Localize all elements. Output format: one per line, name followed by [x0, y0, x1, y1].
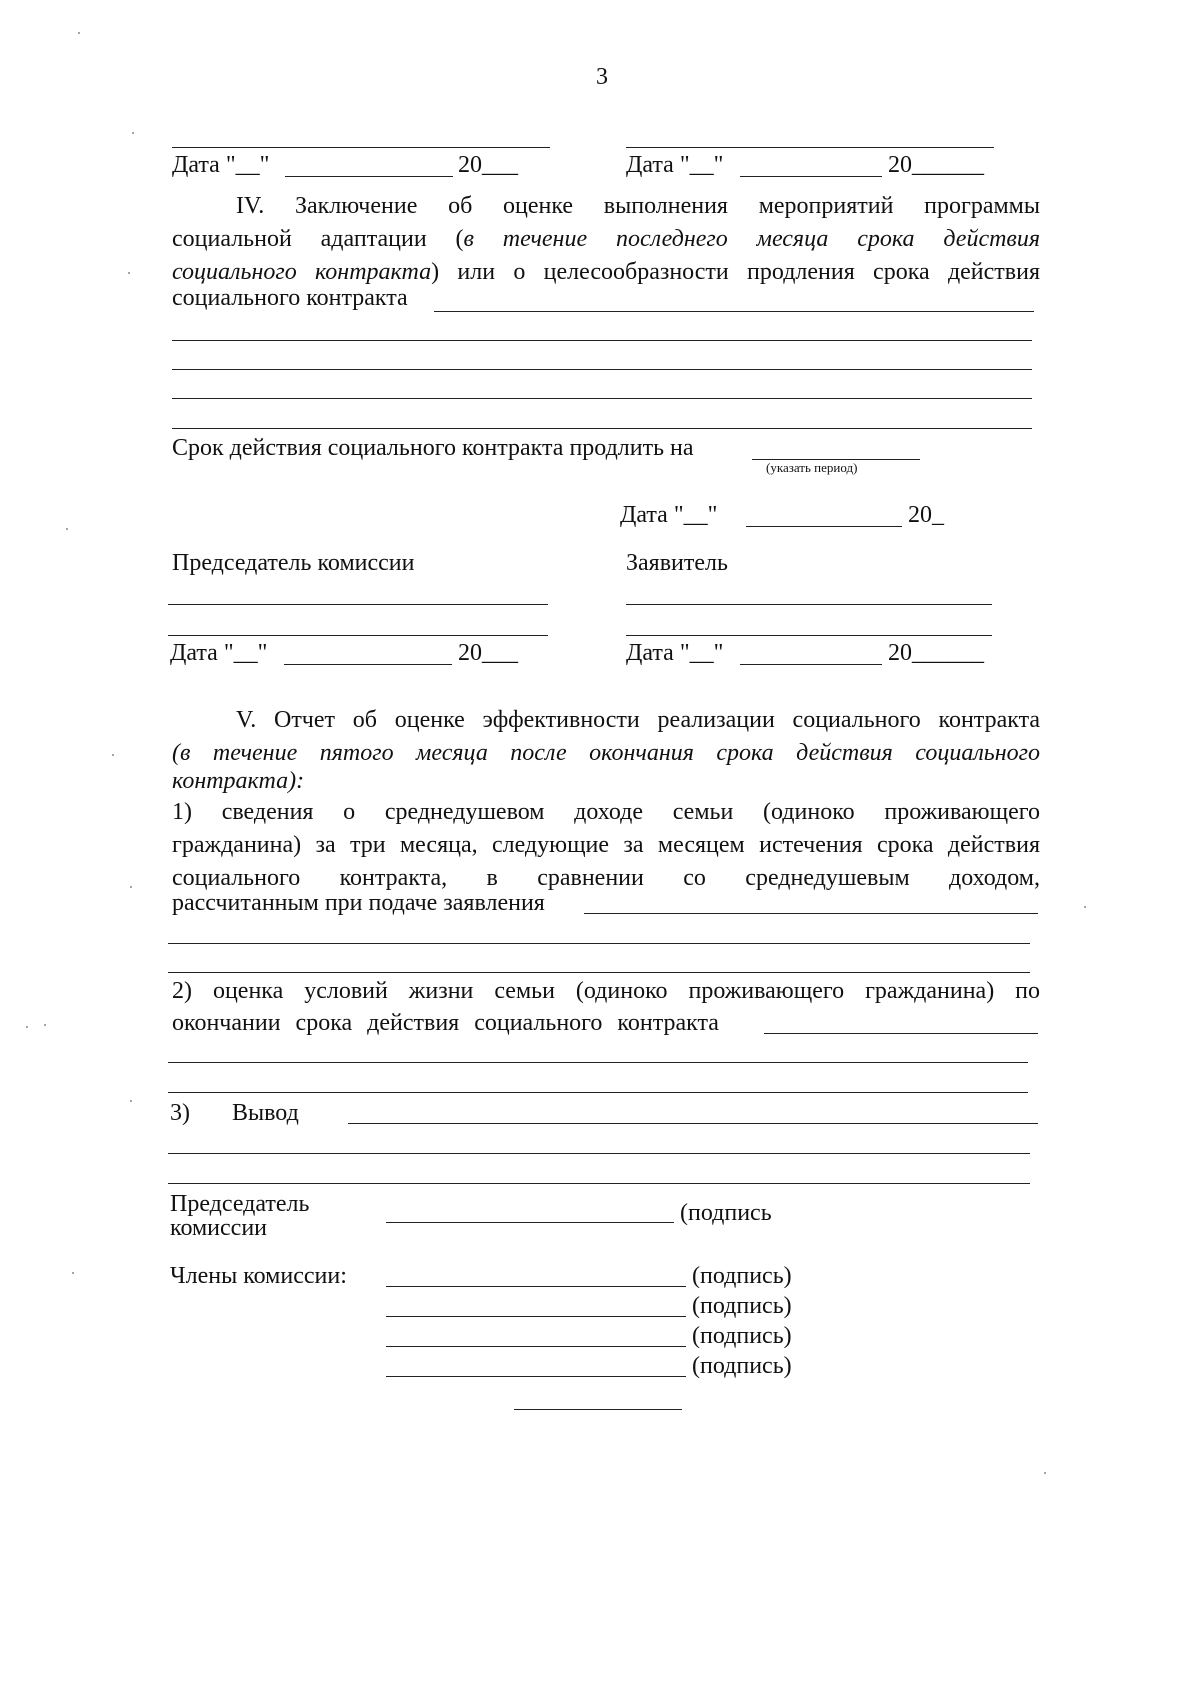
section-iv-line-3a: социального контракта [172, 259, 432, 285]
signature-line [168, 604, 548, 605]
signature-line [386, 1376, 686, 1377]
chairman-label: Председатель комиссии [172, 550, 415, 576]
date-label: Дата "__" [172, 152, 270, 178]
date-year: 20___ [458, 640, 518, 666]
item-2-line-1: 2) оценка условий жизни семьи (одиноко проживающего гражданина) по [172, 978, 1040, 1004]
scan-speck [66, 528, 68, 530]
applicant-label: Заявитель [626, 550, 728, 576]
section-v-subtitle: (в течение пятого месяца после окончания срока действия социального [172, 740, 1040, 766]
date-label: Дата "__" [620, 502, 718, 528]
section-v-subtitle-end [172, 766, 304, 796]
fill-line [172, 340, 1032, 341]
section-iv-line-2b: в течение последнего месяца срока действия [463, 226, 1041, 252]
scan-speck [26, 1026, 28, 1028]
sig-chairman-line-2: комиссии [170, 1215, 268, 1241]
scan-speck [132, 132, 134, 134]
scan-speck [112, 754, 114, 756]
fill-line [434, 311, 1034, 312]
fill-line [584, 913, 1038, 914]
fill-line [168, 943, 1030, 944]
date-label: Дата "__" [170, 640, 268, 666]
item-2-line-2: окончании срока действия социального контракта [172, 1010, 719, 1036]
scan-speck [130, 886, 132, 888]
member-signature: (подпись) [692, 1323, 792, 1349]
sig-chairman-signature: (подпись [680, 1200, 772, 1226]
section-iv-heading [172, 190, 1040, 289]
date-month-line [746, 526, 902, 527]
extend-period-hint: (указать период) [766, 460, 858, 475]
signature-line [386, 1346, 686, 1347]
fill-line [168, 1183, 1030, 1184]
fill-line [172, 428, 1032, 429]
signature-line [626, 635, 992, 636]
fill-line [172, 369, 1032, 370]
section-v-subtitle-2: контракта): [172, 768, 305, 794]
item-1-line-1: 1) сведения о среднедушевом доходе семьи (одиноко проживающего [172, 799, 1040, 825]
section-v-heading [172, 704, 1040, 770]
signature-line [386, 1222, 674, 1223]
item-1-line-2: гражданина) за три месяца, следующие за месяцем истечения срока действия [172, 832, 1040, 858]
signature-line-left-top [172, 147, 550, 148]
date-month-line [285, 176, 453, 177]
member-signature: (подпись) [692, 1263, 792, 1289]
date-month-line [284, 664, 452, 665]
item-1-line-3: социального контракта, в сравнении со среднедушевым доходом, [172, 865, 1040, 891]
extend-label: Срок действия социального контракта продлить на [172, 435, 694, 461]
signature-line [386, 1316, 686, 1317]
page-number: 3 [596, 64, 608, 90]
fill-line [172, 398, 1032, 399]
section-iv-line-3b: ) или о целесообразности продления срока действия [431, 259, 1041, 285]
end-separator [514, 1409, 682, 1410]
date-label: Дата "__" [626, 640, 724, 666]
fill-line [168, 972, 1030, 973]
section-v-title: V. Отчет об оценке эффективности реализации социального контракта [236, 707, 1040, 733]
scan-speck [128, 272, 130, 274]
section-v-item-1 [172, 796, 1040, 895]
sig-chairman-line-1: Председатель [170, 1191, 310, 1217]
fill-line [348, 1123, 1038, 1124]
scan-speck [130, 1100, 132, 1102]
scan-speck [1084, 906, 1086, 908]
date-month-line [740, 664, 882, 665]
scan-speck [72, 1272, 74, 1274]
section-iv-line-2 [172, 223, 1040, 256]
fill-line [168, 1153, 1030, 1154]
section-iv-line-2a: социальной адаптации ( [172, 226, 464, 252]
date-year: 20_ [908, 502, 944, 528]
item-3-number: 3) [170, 1100, 190, 1126]
member-signature: (подпись) [692, 1353, 792, 1379]
fill-line [764, 1033, 1038, 1034]
signature-line [386, 1286, 686, 1287]
signature-line-right-top [626, 147, 994, 148]
member-signature: (подпись) [692, 1293, 792, 1319]
section-iv-line-4: социального контракта [172, 285, 408, 311]
item-1-line-4: рассчитанным при подаче заявления [172, 890, 545, 916]
members-label: Члены комиссии: [170, 1263, 347, 1289]
signature-line [626, 604, 992, 605]
date-year: 20______ [888, 640, 984, 666]
date-year: 20______ [888, 152, 984, 178]
section-iv-line-1: IV. Заключение об оценке выполнения мероприятий программы [236, 193, 1040, 219]
section-v-item-2 [172, 975, 1040, 1008]
date-year: 20___ [458, 152, 518, 178]
scan-speck [44, 1024, 46, 1026]
item-3-label: Вывод [232, 1100, 299, 1126]
date-month-line [740, 176, 882, 177]
scan-speck [1044, 1472, 1046, 1474]
fill-line [168, 1092, 1028, 1093]
fill-line [168, 1062, 1028, 1063]
signature-line [168, 635, 548, 636]
scan-speck [78, 32, 80, 34]
date-label: Дата "__" [626, 152, 724, 178]
